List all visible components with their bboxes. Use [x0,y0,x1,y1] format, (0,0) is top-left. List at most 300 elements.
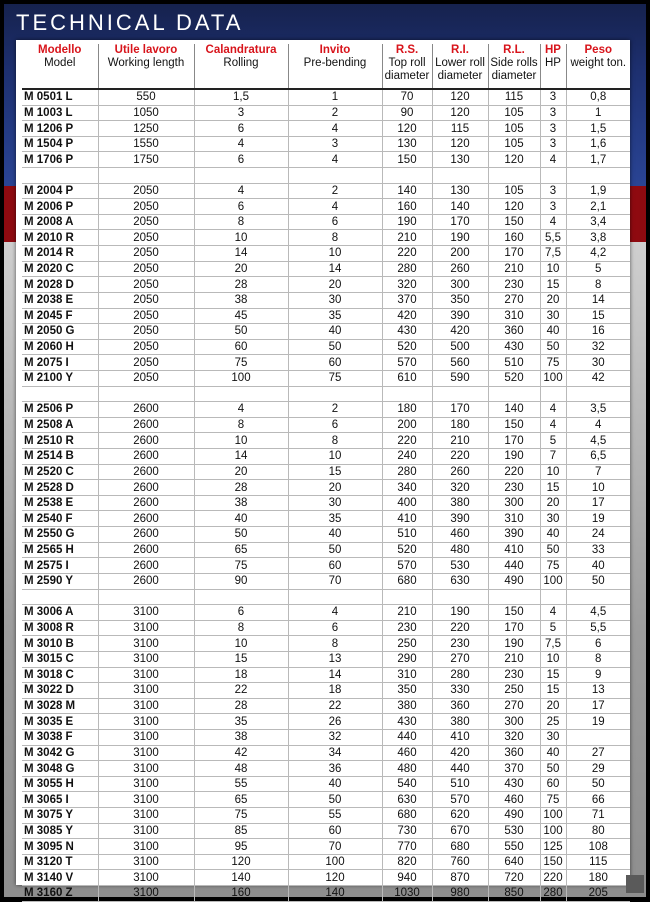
cell-lower-roll: 590 [432,370,488,386]
header-label-en: Working length [107,57,185,69]
cell-weight: 14 [566,292,630,308]
table-row [22,839,630,855]
cell-length: 3100 [98,839,194,855]
cell-rolling: 140 [194,870,288,886]
cell-model: M 2528 D [22,480,98,496]
cell-lower-roll: 390 [432,308,488,324]
empty-cell [540,168,566,184]
cell-hp: 30 [540,511,566,527]
cell-model: M 1003 L [22,105,98,121]
table-row [22,152,630,168]
cell-side-rolls: 105 [488,136,540,152]
cell-top-roll: 310 [382,667,432,683]
cell-hp: 40 [540,324,566,340]
cell-lower-roll: 270 [432,651,488,667]
cell-prebending: 6 [288,417,382,433]
cell-lower-roll: 180 [432,417,488,433]
table-row [22,823,630,839]
cell-side-rolls: 170 [488,246,540,262]
cell-lower-roll: 190 [432,605,488,621]
cell-length: 3100 [98,823,194,839]
header-label-it: Calandratura [205,44,277,56]
cell-side-rolls: 230 [488,480,540,496]
cell-model: M 1206 P [22,121,98,137]
cell-lower-roll: 115 [432,121,488,137]
cell-hp: 15 [540,277,566,293]
cell-prebending: 14 [288,261,382,277]
cell-top-roll: 290 [382,651,432,667]
cell-hp: 40 [540,527,566,543]
cell-rolling: 4 [194,183,288,199]
cell-length: 2050 [98,308,194,324]
cell-top-roll: 410 [382,511,432,527]
cell-lower-roll: 210 [432,433,488,449]
cell-model: M 2028 D [22,277,98,293]
cell-length: 3100 [98,605,194,621]
cell-lower-roll: 530 [432,558,488,574]
cell-lower-roll: 440 [432,761,488,777]
cell-model: M 2550 G [22,527,98,543]
cell-length: 2600 [98,433,194,449]
table-row [22,199,630,215]
cell-side-rolls: 410 [488,542,540,558]
cell-side-rolls: 230 [488,667,540,683]
cell-rolling: 18 [194,667,288,683]
cell-hp: 3 [540,89,566,105]
cell-side-rolls: 170 [488,433,540,449]
table-row [22,105,630,121]
cell-weight: 33 [566,542,630,558]
cell-rolling: 65 [194,792,288,808]
cell-weight: 6 [566,636,630,652]
cell-prebending: 10 [288,246,382,262]
cell-model: M 2006 P [22,199,98,215]
table-row [22,667,630,683]
cell-rolling: 3 [194,105,288,121]
empty-cell [488,168,540,184]
cell-length: 3100 [98,745,194,761]
cell-prebending: 40 [288,324,382,340]
cell-weight: 1,7 [566,152,630,168]
cell-length: 2050 [98,199,194,215]
cell-top-roll: 610 [382,370,432,386]
cell-prebending: 13 [288,651,382,667]
cell-lower-roll: 130 [432,152,488,168]
page-title: TECHNICAL DATA [16,10,244,35]
cell-weight: 50 [566,776,630,792]
cell-lower-roll: 360 [432,698,488,714]
cell-prebending: 20 [288,480,382,496]
cell-length: 2050 [98,183,194,199]
cell-rolling: 75 [194,558,288,574]
cell-side-rolls: 320 [488,729,540,745]
cell-top-roll: 200 [382,417,432,433]
cell-prebending: 8 [288,636,382,652]
cell-hp: 4 [540,214,566,230]
column-header-pre-bending [288,44,382,89]
cell-lower-roll: 350 [432,292,488,308]
table-row [22,355,630,371]
cell-top-roll: 430 [382,324,432,340]
cell-side-rolls: 250 [488,683,540,699]
cell-side-rolls: 105 [488,121,540,137]
cell-prebending: 2 [288,105,382,121]
cell-top-roll: 510 [382,527,432,543]
cell-model: M 2020 C [22,261,98,277]
cell-lower-roll: 460 [432,527,488,543]
column-header-model [22,44,98,89]
cell-lower-roll: 260 [432,464,488,480]
cell-model: M 2004 P [22,183,98,199]
cell-model: M 3095 N [22,839,98,855]
cell-weight: 71 [566,808,630,824]
cell-prebending: 140 [288,886,382,902]
cell-prebending: 6 [288,620,382,636]
cell-lower-roll: 220 [432,449,488,465]
cell-hp: 150 [540,854,566,870]
cell-side-rolls: 640 [488,854,540,870]
cell-length: 550 [98,89,194,105]
cell-weight: 180 [566,870,630,886]
cell-weight: 8 [566,651,630,667]
cell-lower-roll: 190 [432,230,488,246]
cell-hp: 220 [540,870,566,886]
cell-weight: 30 [566,355,630,371]
cell-lower-roll: 130 [432,183,488,199]
cell-lower-roll: 120 [432,89,488,105]
table-row [22,89,630,105]
cell-lower-roll: 120 [432,136,488,152]
cell-top-roll: 230 [382,620,432,636]
cell-length: 2600 [98,573,194,589]
cell-top-roll: 570 [382,355,432,371]
cell-lower-roll: 560 [432,355,488,371]
cell-prebending: 35 [288,308,382,324]
empty-cell [566,589,630,605]
cell-lower-roll: 330 [432,683,488,699]
cell-top-roll: 240 [382,449,432,465]
cell-top-roll: 440 [382,729,432,745]
empty-cell [382,386,432,402]
cell-lower-roll: 620 [432,808,488,824]
cell-weight: 5,5 [566,620,630,636]
header-label-it: Invito [319,44,351,56]
cell-rolling: 60 [194,339,288,355]
cell-length: 3100 [98,698,194,714]
cell-model: M 3038 F [22,729,98,745]
column-header-side-rolls [488,44,540,89]
cell-rolling: 28 [194,480,288,496]
table-row [22,808,630,824]
cell-rolling: 14 [194,449,288,465]
cell-rolling: 6 [194,605,288,621]
table-row [22,324,630,340]
group-separator [22,168,630,184]
cell-rolling: 6 [194,199,288,215]
cell-hp: 4 [540,152,566,168]
cell-weight: 1,6 [566,136,630,152]
cell-top-roll: 140 [382,183,432,199]
header-label-it: Utile lavoro [114,44,178,56]
empty-cell [288,168,382,184]
cell-hp: 5 [540,433,566,449]
table-row [22,527,630,543]
cell-model: M 3008 R [22,620,98,636]
cell-weight: 50 [566,573,630,589]
cell-model: M 2508 A [22,417,98,433]
cell-length: 2050 [98,355,194,371]
cell-model: M 3042 G [22,745,98,761]
cell-length: 3100 [98,792,194,808]
cell-rolling: 28 [194,698,288,714]
cell-prebending: 70 [288,839,382,855]
empty-cell [22,386,98,402]
cell-top-roll: 770 [382,839,432,855]
cell-weight: 17 [566,698,630,714]
cell-prebending: 50 [288,792,382,808]
cell-prebending: 35 [288,511,382,527]
cell-model: M 3160 Z [22,886,98,902]
cell-hp: 10 [540,651,566,667]
cell-model: M 2506 P [22,402,98,418]
cell-length: 3100 [98,870,194,886]
cell-prebending: 70 [288,573,382,589]
cell-hp: 20 [540,292,566,308]
cell-top-roll: 190 [382,214,432,230]
cell-hp: 3 [540,199,566,215]
cell-model: M 1706 P [22,152,98,168]
cell-hp: 100 [540,823,566,839]
cell-hp: 3 [540,105,566,121]
cell-hp: 10 [540,464,566,480]
cell-side-rolls: 190 [488,449,540,465]
cell-lower-roll: 630 [432,573,488,589]
header-label-en: HP [545,57,561,69]
cell-weight: 32 [566,339,630,355]
cell-rolling: 50 [194,324,288,340]
cell-length: 3100 [98,636,194,652]
cell-lower-roll: 280 [432,667,488,683]
cell-rolling: 160 [194,886,288,902]
cell-hp: 100 [540,808,566,824]
cell-side-rolls: 430 [488,339,540,355]
cell-top-roll: 430 [382,714,432,730]
cell-side-rolls: 210 [488,651,540,667]
table-row [22,886,630,902]
table-row [22,745,630,761]
cell-model: M 3055 H [22,776,98,792]
header-label-en: Model [44,57,76,69]
cell-top-roll: 320 [382,277,432,293]
cell-rolling: 90 [194,573,288,589]
cell-side-rolls: 550 [488,839,540,855]
cell-hp: 280 [540,886,566,902]
cell-top-roll: 160 [382,199,432,215]
cell-rolling: 4 [194,402,288,418]
cell-rolling: 120 [194,854,288,870]
cell-top-roll: 220 [382,246,432,262]
cell-prebending: 8 [288,230,382,246]
column-header-top-roll [382,44,432,89]
cell-lower-roll: 230 [432,636,488,652]
cell-length: 2050 [98,246,194,262]
empty-cell [288,386,382,402]
cell-rolling: 85 [194,823,288,839]
cell-top-roll: 380 [382,698,432,714]
cell-model: M 3048 G [22,761,98,777]
cell-top-roll: 210 [382,230,432,246]
cell-model: M 3035 E [22,714,98,730]
cell-lower-roll: 510 [432,776,488,792]
cell-model: M 2510 R [22,433,98,449]
table-row [22,870,630,886]
cell-length: 2050 [98,339,194,355]
table-row [22,121,630,137]
group-separator [22,589,630,605]
cell-hp: 5 [540,620,566,636]
cell-top-roll: 570 [382,558,432,574]
cell-length: 2050 [98,261,194,277]
table-row [22,651,630,667]
cell-hp: 100 [540,573,566,589]
cell-prebending: 32 [288,729,382,745]
cell-hp: 125 [540,839,566,855]
cell-top-roll: 420 [382,308,432,324]
cell-prebending: 1 [288,89,382,105]
header-label-it: Peso [584,44,612,56]
cell-weight: 3,4 [566,214,630,230]
cell-weight: 8 [566,277,630,293]
cell-weight [566,729,630,745]
cell-length: 2050 [98,230,194,246]
cell-length: 1050 [98,105,194,121]
cell-top-roll: 540 [382,776,432,792]
cell-rolling: 48 [194,761,288,777]
cell-rolling: 45 [194,308,288,324]
cell-weight: 4,5 [566,605,630,621]
cell-rolling: 65 [194,542,288,558]
cell-weight: 115 [566,854,630,870]
cell-lower-roll: 980 [432,886,488,902]
cell-hp: 20 [540,698,566,714]
cell-rolling: 35 [194,714,288,730]
table-row [22,698,630,714]
cell-rolling: 1,5 [194,89,288,105]
table-row [22,308,630,324]
cell-side-rolls: 440 [488,558,540,574]
empty-cell [488,589,540,605]
cell-side-rolls: 530 [488,823,540,839]
cell-weight: 17 [566,495,630,511]
cell-prebending: 4 [288,152,382,168]
cell-model: M 2010 R [22,230,98,246]
cell-weight: 6,5 [566,449,630,465]
cell-length: 3100 [98,808,194,824]
cell-hp: 75 [540,792,566,808]
corner-mark [626,875,644,893]
cell-model: M 3028 M [22,698,98,714]
cell-lower-roll: 320 [432,480,488,496]
cell-top-roll: 820 [382,854,432,870]
cell-prebending: 20 [288,277,382,293]
cell-side-rolls: 310 [488,511,540,527]
cell-lower-roll: 300 [432,277,488,293]
table-row [22,558,630,574]
cell-model: M 3140 V [22,870,98,886]
cell-weight: 7 [566,464,630,480]
table-header [22,44,630,89]
cell-top-roll: 1030 [382,886,432,902]
header-label-en: Lower roll diameter [435,57,485,82]
cell-length: 3100 [98,651,194,667]
cell-prebending: 4 [288,605,382,621]
cell-lower-roll: 500 [432,339,488,355]
cell-prebending: 36 [288,761,382,777]
cell-model: M 2540 F [22,511,98,527]
cell-length: 2050 [98,324,194,340]
cell-model: M 3075 Y [22,808,98,824]
cell-rolling: 15 [194,651,288,667]
cell-rolling: 8 [194,214,288,230]
cell-side-rolls: 190 [488,636,540,652]
cell-hp: 20 [540,495,566,511]
cell-lower-roll: 220 [432,620,488,636]
cell-top-roll: 480 [382,761,432,777]
cell-length: 2050 [98,370,194,386]
table-row [22,433,630,449]
cell-side-rolls: 360 [488,324,540,340]
cell-side-rolls: 490 [488,808,540,824]
empty-cell [98,168,194,184]
cell-weight: 13 [566,683,630,699]
cell-rolling: 95 [194,839,288,855]
cell-top-roll: 70 [382,89,432,105]
table-row [22,136,630,152]
cell-weight: 4,5 [566,433,630,449]
cell-lower-roll: 760 [432,854,488,870]
cell-length: 2050 [98,214,194,230]
header-label-en: weight ton. [570,57,627,69]
cell-top-roll: 730 [382,823,432,839]
cell-length: 2600 [98,480,194,496]
cell-weight: 27 [566,745,630,761]
cell-hp: 7,5 [540,636,566,652]
cell-weight: 9 [566,667,630,683]
cell-lower-roll: 570 [432,792,488,808]
cell-hp: 50 [540,542,566,558]
cell-hp: 4 [540,605,566,621]
cell-model: M 2538 E [22,495,98,511]
empty-cell [566,386,630,402]
header-label-it: R.L. [503,44,525,56]
header-label-it: R.S. [395,44,419,56]
cell-rolling: 4 [194,136,288,152]
cell-weight: 24 [566,527,630,543]
cell-length: 2600 [98,527,194,543]
cell-prebending: 6 [288,214,382,230]
cell-lower-roll: 680 [432,839,488,855]
cell-prebending: 2 [288,402,382,418]
cell-hp: 3 [540,183,566,199]
cell-top-roll: 150 [382,152,432,168]
cell-lower-roll: 870 [432,870,488,886]
header-label-it: R.I. [451,44,469,56]
cell-weight: 1 [566,105,630,121]
table-row [22,792,630,808]
cell-model: M 2075 I [22,355,98,371]
cell-hp: 50 [540,761,566,777]
cell-rolling: 8 [194,417,288,433]
